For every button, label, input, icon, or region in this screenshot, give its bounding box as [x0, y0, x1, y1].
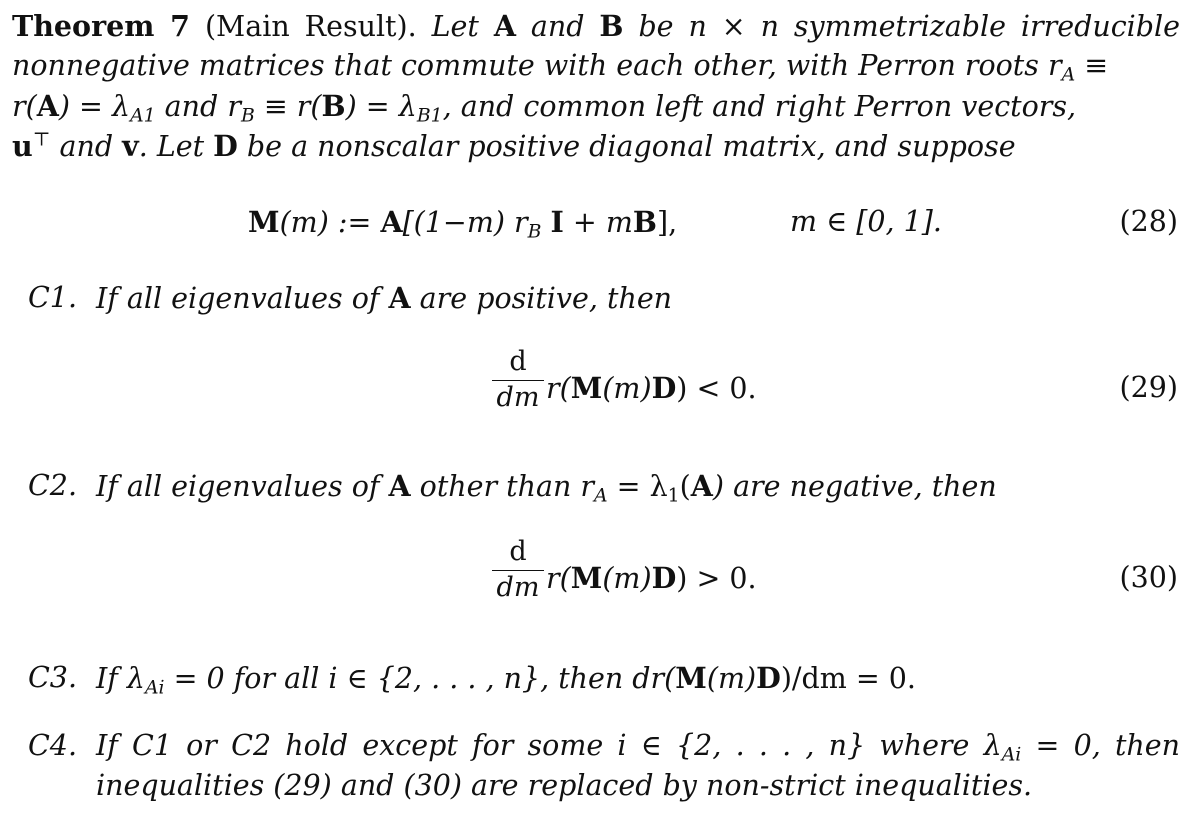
equation-28-range [790, 202, 942, 242]
condition-c2-text [96, 466, 997, 507]
subscript: Ai [144, 677, 165, 699]
text-span: (m) [706, 662, 757, 695]
matrix-symbol: B [632, 205, 657, 239]
theorem-line-1 [12, 6, 1180, 47]
subscript: A [1061, 64, 1076, 86]
equation-29 [546, 368, 757, 409]
matrix-symbol: A [690, 469, 713, 503]
matrix-symbol: B [321, 89, 346, 123]
text-span: ) < 0. [676, 372, 757, 405]
text-span: If all eigenvalues of [96, 470, 389, 503]
text-span: nonnegative matrices that commute with each other, with Perron roots r [12, 49, 1062, 82]
text-span: . Let [138, 130, 214, 163]
text-span: be n × n symmetrizable irreducible [638, 10, 1180, 43]
matrix-symbol: D [756, 661, 781, 695]
vector-symbol: v [122, 129, 139, 163]
text-span: ( [679, 470, 691, 503]
text-span: and r [155, 90, 241, 123]
text-span: ) > 0. [676, 562, 757, 595]
text-span: Let [431, 10, 479, 43]
subscript: Ai [1001, 744, 1022, 766]
condition-c4-line-2 [96, 766, 1032, 806]
equation-number: (30) [1119, 561, 1178, 594]
fraction-bar [492, 380, 544, 381]
text-span: r( [546, 372, 571, 405]
text-span: ], [657, 206, 678, 239]
text-span: ≡ r( [254, 90, 322, 123]
matrix-symbol: A [380, 205, 403, 239]
theorem-line-2 [12, 46, 1180, 86]
condition-c3-text [96, 658, 916, 699]
text-span: and [50, 130, 123, 163]
matrix-symbol: D [213, 129, 238, 163]
text-span: be a nonscalar positive diagonal matrix, and suppose [237, 130, 1016, 163]
condition-label: C2. [28, 469, 77, 502]
condition-label: C4. [28, 729, 77, 762]
text-span: + m [563, 206, 633, 239]
text-span: If C1 or C2 hold except for some i ∈ {2, . . . , n} where λ [96, 729, 1002, 762]
text-span: If all eigenvalues of [96, 282, 389, 315]
condition-label: C1. [28, 281, 77, 314]
subscript: B [240, 105, 255, 127]
matrix-symbol: B [599, 9, 624, 43]
theorem-note: (Main Result). [204, 10, 417, 43]
text-span: and [530, 10, 585, 43]
subscript: B1 [416, 105, 443, 127]
derivative-fraction [492, 346, 544, 413]
text-span: inequalities (29) and (30) are replaced by non-strict inequalities. [96, 769, 1033, 802]
theorem-heading: Theorem 7 [12, 9, 190, 43]
fraction-bar [492, 570, 544, 571]
subscript: A1 [130, 105, 156, 127]
superscript: ⊤ [32, 129, 51, 151]
text-span: )/dm = 0. [780, 662, 916, 695]
matrix-symbol: A [388, 281, 411, 315]
text-span: m ∈ [0, 1]. [790, 205, 942, 238]
text-span: are positive, then [410, 282, 673, 315]
matrix-symbol: I [550, 205, 564, 239]
derivative-fraction [492, 536, 544, 603]
matrix-symbol: A [388, 469, 411, 503]
fraction-numerator: d [509, 536, 527, 567]
text-span: ) = λ [345, 90, 417, 123]
subscript: 1 [667, 485, 680, 507]
fraction-numerator: d [509, 346, 527, 377]
subscript: B [527, 221, 542, 243]
theorem-line-3 [12, 86, 1180, 127]
equation-30 [546, 558, 757, 599]
matrix-symbol: M [675, 661, 707, 695]
text-span: = 0, then [1021, 729, 1181, 762]
equation-28 [248, 202, 677, 243]
text-span: other than r [410, 470, 595, 503]
text-span: , and common left and right Perron vectors, [442, 90, 1077, 123]
text-span: If λ [96, 662, 145, 695]
text-span: = λ [607, 470, 668, 503]
vector-symbol: u [12, 129, 33, 163]
text-span: r( [546, 562, 571, 595]
fraction-denominator: dm [496, 382, 540, 413]
subscript: A [594, 485, 608, 507]
condition-c1-text [96, 278, 672, 319]
fraction-denominator: dm [496, 572, 540, 603]
theorem-line-4 [12, 126, 1180, 167]
text-span: (m) := [279, 206, 381, 239]
matrix-symbol: M [570, 371, 603, 405]
text-span: (m) [602, 562, 652, 595]
matrix-symbol: A [36, 89, 59, 123]
matrix-symbol: M [570, 561, 603, 595]
text-span: ) = λ [58, 90, 131, 123]
text-span: [(1−m) r [402, 206, 528, 239]
text-span: (m) [602, 372, 652, 405]
text-span: = 0 for all i ∈ {2, . . . , n}, then dr( [164, 662, 676, 695]
condition-label: C3. [28, 661, 77, 694]
text-span: ) are negative, then [712, 470, 997, 503]
matrix-symbol: M [248, 205, 280, 239]
text-span: ≡ [1075, 49, 1109, 82]
condition-c4-line-1 [96, 726, 1180, 766]
matrix-symbol: A [493, 9, 516, 43]
equation-number: (29) [1119, 371, 1178, 404]
matrix-symbol: D [651, 371, 677, 405]
text-span: r( [12, 90, 37, 123]
equation-number: (28) [1119, 205, 1178, 238]
matrix-symbol: D [651, 561, 677, 595]
